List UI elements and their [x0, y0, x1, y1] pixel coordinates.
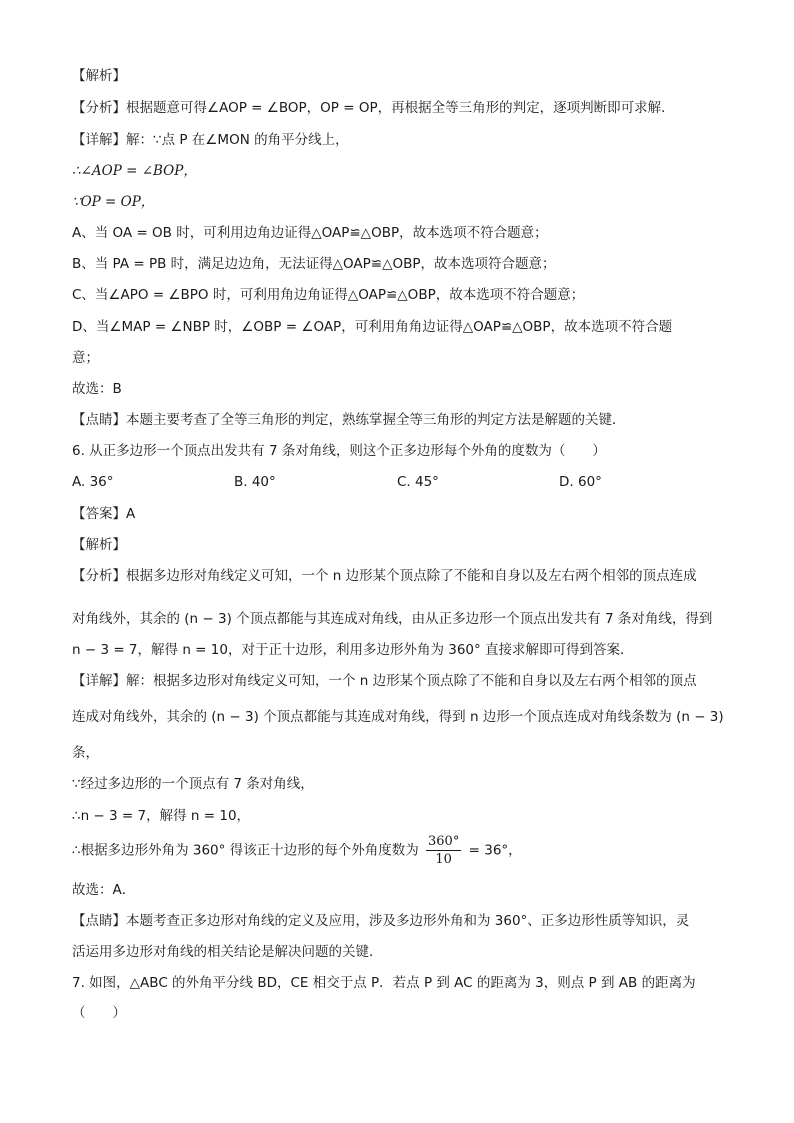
analysis-line: 对角线外，其余的 (n − 3) 个顶点都能与其连成对角线，由从正多边形一个顶点出发共有 7 条对角线，得到	[72, 611, 713, 627]
fraction	[426, 833, 461, 868]
answer-line: 【答案】A	[72, 506, 136, 522]
step-line: ∴∠AOP = ∠BOP，	[72, 163, 197, 179]
choice-line: 故选：A．	[72, 882, 136, 898]
question-7: 7. 如图，△ABC 的外角平分线 BD，CE 相交于点 P．若点 P 到 AC 的距离为 3，则点 P 到 AB 的距离为	[72, 975, 696, 991]
analysis-line: 【分析】根据题意可得∠AOP = ∠BOP，OP = OP，再根据全等三角形的判定，逐项判断即可求解．	[72, 100, 675, 116]
fraction-line-prefix: ∴根据多边形外角为 360° 得该正十边形的每个外角度数为	[72, 842, 419, 859]
fraction-denominator: 10	[435, 852, 452, 867]
fraction-numerator: 360°	[428, 834, 460, 849]
detail-line: 【详解】解：根据多边形对角线定义可知，一个 n 边形某个顶点除了不能和自身以及左右两个相邻的顶点	[72, 673, 697, 689]
option-a: A. 36°	[72, 474, 114, 490]
comment-line: 活运用多边形对角线的相关结论是解决问题的关键．	[72, 944, 383, 960]
step-line: ∵OP = OP，	[72, 194, 155, 210]
detail-line: ∵经过多边形的一个顶点有 7 条对角线，	[72, 776, 314, 792]
option-d: D. 60°	[559, 474, 602, 490]
comment-line: 【点睛】本题主要考查了全等三角形的判定，熟练掌握全等三角形的判定方法是解题的关键．	[72, 412, 626, 428]
option-analysis-d: D、当∠MAP = ∠NBP 时，∠OBP = ∠OAP，可利用角角边证得△OAP≌△OBP，故本选项不符合题	[72, 319, 673, 335]
option-analysis-a: A、当 OA = OB 时，可利用边角边证得△OAP≌△OBP，故本选项不符合题意；	[72, 225, 548, 241]
choice-line: 故选：B	[72, 381, 122, 397]
option-analysis-c: C、当∠APO = ∠BPO 时，可利用角边角证得△OAP≌△OBP，故本选项不符合题意；	[72, 287, 585, 303]
detail-line: 【详解】解：∵点 P 在∠MON 的角平分线上，	[72, 132, 349, 148]
option-analysis-b: B、当 PA = PB 时，满足边边角，无法证得△OAP≌△OBP，故本选项符合题意；	[72, 256, 556, 272]
analysis-line: n − 3 = 7，解得 n = 10，对于正十边形，利用多边形外角为 360° 直接求解即可得到答案．	[72, 642, 634, 658]
heading-jiexi: 【解析】	[72, 537, 126, 553]
fraction-line	[72, 833, 522, 868]
analysis-line: 【分析】根据多边形对角线定义可知，一个 n 边形某个顶点除了不能和自身以及左右两个相邻的顶点连成	[72, 568, 697, 584]
option-c: C. 45°	[397, 474, 439, 490]
option-b: B. 40°	[234, 474, 276, 490]
option-analysis-d-cont: 意；	[72, 350, 99, 366]
detail-line: 连成对角线外，其余的 (n − 3) 个顶点都能与其连成对角线，得到 n 边形一个顶点连成对角线条数为 (n − 3)	[72, 709, 724, 725]
question-6: 6. 从正多边形一个顶点出发共有 7 条对角线，则这个正多边形每个外角的度数为（ ）	[72, 443, 606, 459]
comment-line: 【点睛】本题考查正多边形对角线的定义及应用，涉及多边形外角和为 360°、正多边形性质等知识，灵	[72, 913, 690, 929]
fraction-line-suffix: = 36°，	[468, 842, 522, 859]
heading-jiexi: 【解析】	[72, 68, 126, 84]
question-7-blank: （ ）	[72, 1005, 126, 1021]
detail-line: ∴n − 3 = 7，解得 n = 10，	[72, 808, 251, 824]
detail-line: 条，	[72, 745, 99, 761]
